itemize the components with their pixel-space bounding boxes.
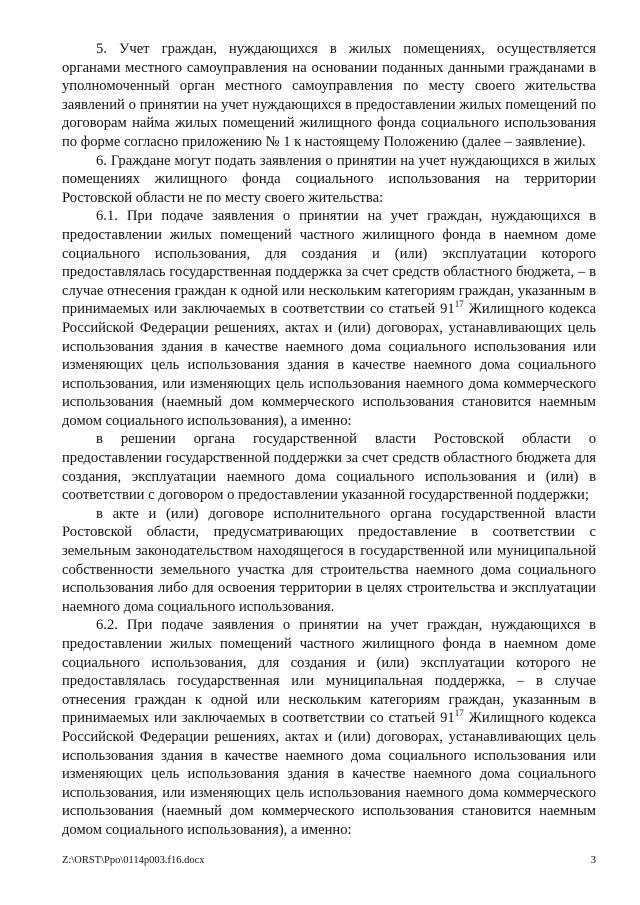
superscript-17-b: 17 bbox=[454, 708, 464, 719]
paragraph-6-1 bbox=[62, 207, 596, 430]
file-path: Z:\ORST\Ppo\0114p003.f16.docx bbox=[62, 855, 205, 866]
paragraph-6-2-part1: 6.2. При подаче заявления о принятии на учет граждан, нуждающихся в предоставлении жилых помещений частного жилищного фонда в наемном доме социального использования, для создания и (или) эксплуатации которого не предоставлялась государственная или муниципальная поддержка, – в случае отнесения граждан к одной или нескольким категориям граждан, указанным в принимаемых или заключаемых в соответствии со статьей 91 bbox=[62, 617, 596, 727]
paragraph-6-2 bbox=[62, 616, 596, 839]
paragraph-6-1-part2: Жилищного кодекса Российской Федерации решениях, актах и (или) договорах, устанавливающих цель использования здания в качестве наемного дома социального использования или изменяющих цель использования здания в качестве наемного дома социального использования, или изменяющих цель использования наемного дома коммерческого использования (наемный дом коммерческого использования становится наемным домом социального использования), а именно: bbox=[62, 301, 596, 429]
paragraph-6-2-part2: Жилищного кодекса Российской Федерации решениях, актах и (или) договорах, устанавливающих цель использования здания в качестве наемного дома социального использования или изменяющих цель использования здания в качестве наемного дома социального использования, или изменяющих цель использования наемного дома коммерческого использования (наемный дом коммерческого использования становится наемным домом социального использования), а именно: bbox=[62, 710, 596, 838]
superscript-17: 17 bbox=[454, 299, 464, 310]
document-body bbox=[62, 40, 596, 840]
paragraph-act: в акте и (или) договоре исполнительного органа государственной власти Ростовской области, предусматривающих предоставление в соответствии с земельным законодательством находящегося в государственной или муниципальной собственности земельного участка для строительства наемного дома социального использования либо для освоения территории в целях строительства и эксплуатации наемного дома социального использования. bbox=[62, 505, 596, 615]
paragraph-6-1-part1: 6.1. При подаче заявления о принятии на учет граждан, нуждающихся в предоставлении жилых помещений частного жилищного фонда в наемном доме социального использования, для создания и (или) эксплуатации которого предоставлялась государственная поддержка за счет средств областного бюджета, – в случае отнесения граждан к одной или нескольким категориям граждан, указанным в принимаемых или заключаемых в соответствии со статьей 91 bbox=[62, 208, 596, 318]
paragraph-decision: в решении органа государственной власти Ростовской области о предоставлении государственной поддержки за счет средств областного бюджета для создания, эксплуатации наемного дома социального использования и (или) в соответствии с договором о предоставлении указанной государственной поддержки; bbox=[62, 431, 596, 504]
paragraph-5: 5. Учет граждан, нуждающихся в жилых помещениях, осуществляется органами местного самоуправления на основании поданных данными гражданами в уполномоченный орган местного самоуправления по месту своего жительства заявлений о принятии на учет нуждающихся в предоставлении жилых помещений по договорам найма жилых помещений жилищного фонда социального использования по форме согласно приложению № 1 к настоящему Положению (далее – заявление). bbox=[62, 41, 596, 150]
page-number: 3 bbox=[590, 855, 596, 866]
paragraph-6: 6. Граждане могут подать заявления о принятии на учет нуждающихся в жилых помещениях жилищного фонда социального использования на территории Ростовской области не по месту своего жительства: bbox=[62, 152, 596, 206]
